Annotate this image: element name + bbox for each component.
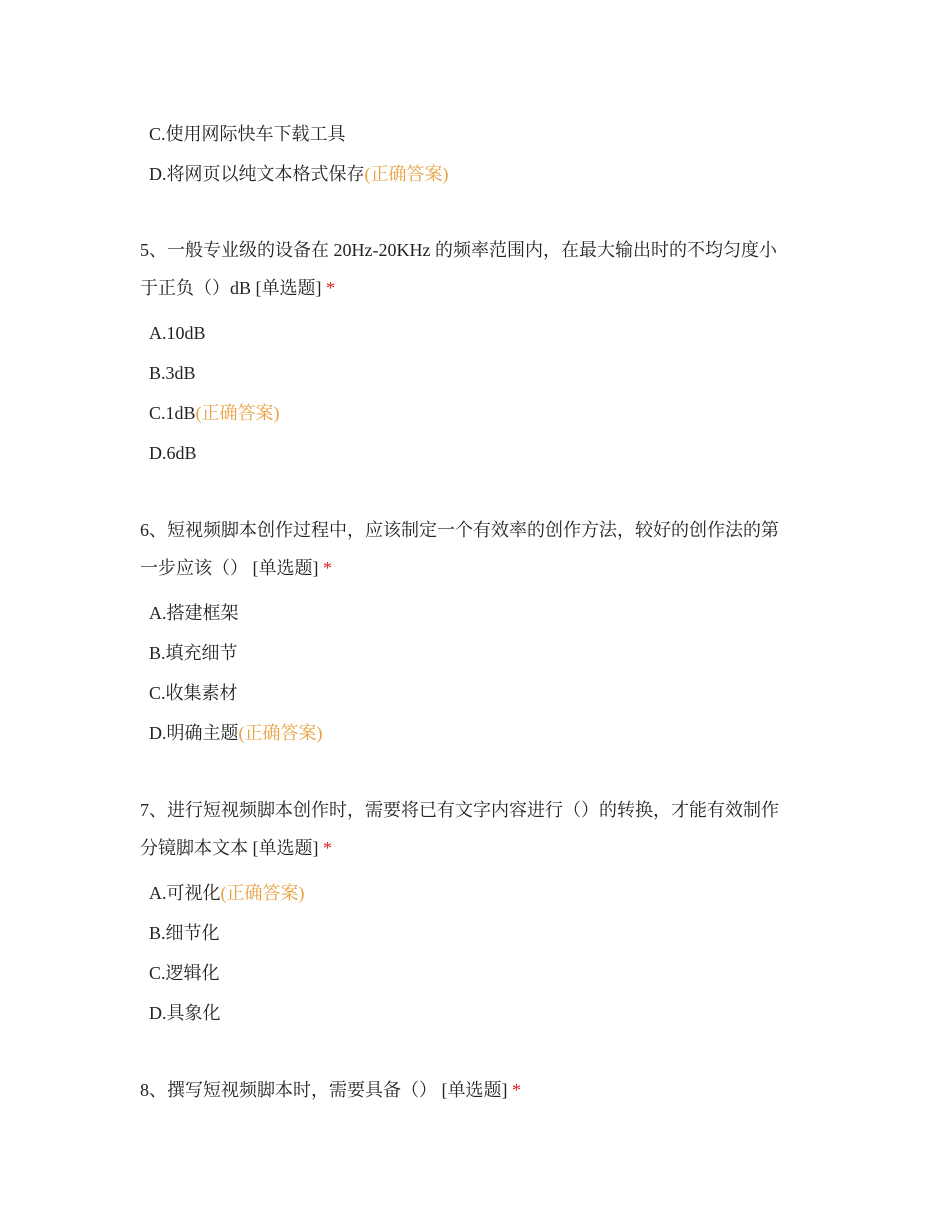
required-mark: *: [512, 1080, 521, 1100]
correct-answer-tag: (正确答案): [238, 723, 323, 743]
option-item: [149, 162, 449, 186]
option-text: B.填充细节: [149, 643, 238, 663]
option-item: [149, 601, 239, 625]
option-item: [149, 721, 323, 745]
option-item: [149, 1001, 221, 1025]
option-text: A.搭建框架: [149, 603, 239, 623]
option-text: D.6dB: [149, 443, 197, 463]
question-7-text-line2: [140, 836, 332, 860]
option-text: A.可视化: [149, 883, 221, 903]
option-text: D.将网页以纯文本格式保存: [149, 164, 365, 184]
option-text: D.具象化: [149, 1003, 221, 1023]
option-text: D.明确主题: [149, 723, 239, 743]
option-text: C.收集素材: [149, 683, 238, 703]
option-text: B.3dB: [149, 363, 196, 383]
correct-answer-tag: (正确答案): [195, 403, 280, 423]
option-item: [149, 321, 206, 345]
option-text: C.使用网际快车下载工具: [149, 124, 346, 144]
question-7-text-line1: 7、进行短视频脚本创作时，需要将已有文字内容进行（）的转换，才能有效制作: [140, 800, 779, 820]
question-text: 于正负（）dB [单选题]: [140, 278, 322, 298]
option-item: [149, 441, 197, 465]
option-item: [149, 681, 238, 705]
required-mark: *: [326, 278, 335, 298]
question-5-text-line1: 5、一般专业级的设备在 20Hz-20KHz 的频率范围内，在最大输出时的不均匀度小: [140, 240, 777, 260]
option-text: C.逻辑化: [149, 963, 220, 983]
option-item: [149, 961, 220, 985]
required-mark: *: [323, 838, 332, 858]
correct-answer-tag: (正确答案): [364, 164, 449, 184]
option-item: [149, 881, 305, 905]
question-5-text-line2: [140, 276, 335, 300]
question-6-text-line1: 6、短视频脚本创作过程中，应该制定一个有效率的创作方法，较好的创作法的第: [140, 520, 779, 540]
option-item: [149, 122, 346, 146]
option-text: B.细节化: [149, 923, 220, 943]
option-text: A.10dB: [149, 323, 206, 343]
question-text: 8、撰写短视频脚本时，需要具备（） [单选题]: [140, 1080, 508, 1100]
option-item: [149, 921, 220, 945]
question-6-text-line2: [140, 556, 332, 580]
question-8-text-line1: [140, 1078, 521, 1102]
question-text: 分镜脚本文本 [单选题]: [140, 838, 319, 858]
option-item: [149, 361, 196, 385]
question-text: 一步应该（） [单选题]: [140, 558, 319, 578]
correct-answer-tag: (正确答案): [220, 883, 305, 903]
option-item: [149, 641, 238, 665]
required-mark: *: [323, 558, 332, 578]
option-item: [149, 401, 280, 425]
option-text: C.1dB: [149, 403, 196, 423]
